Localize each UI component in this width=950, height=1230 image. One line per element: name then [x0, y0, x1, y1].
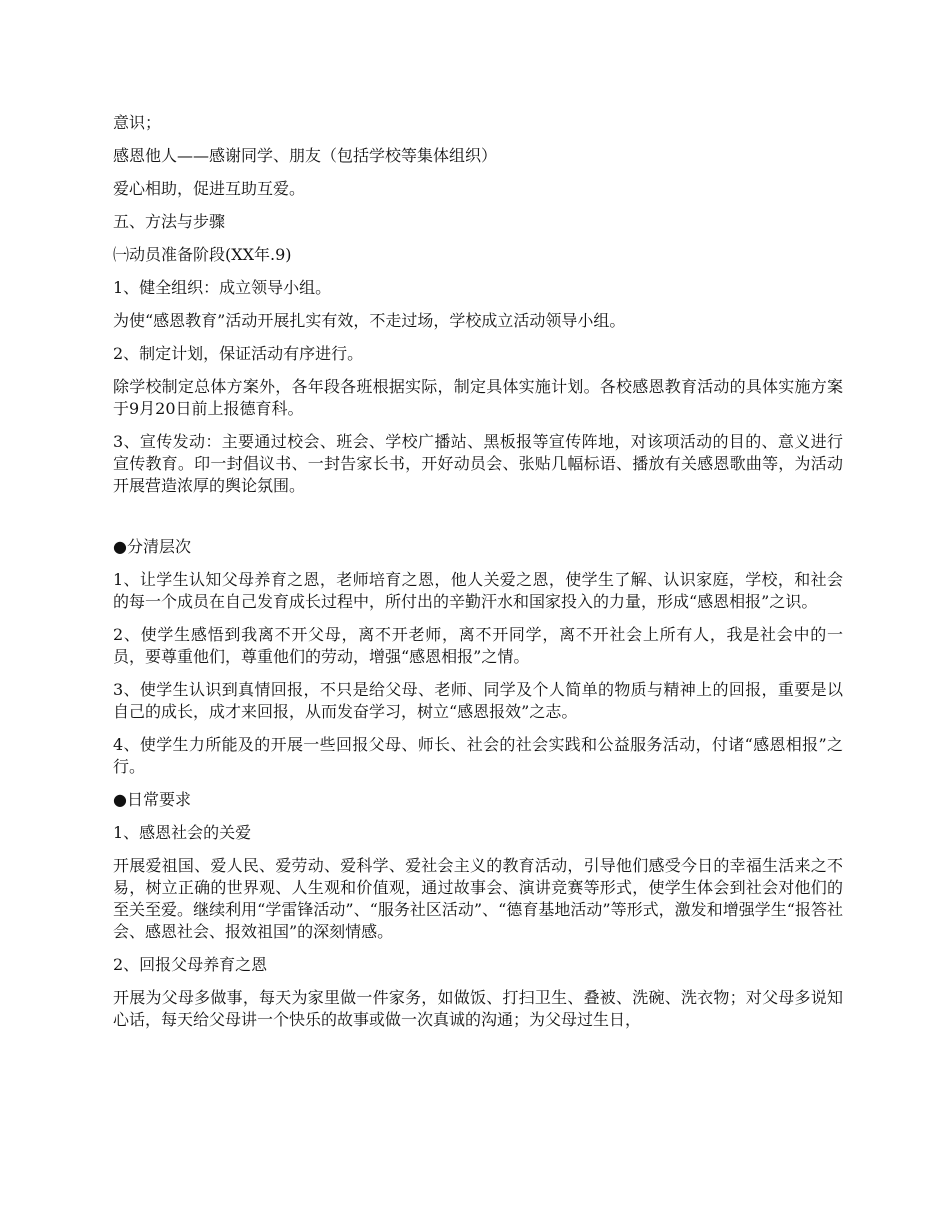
level-item-3: 3、使学生认识到真情回报，不只是给父母、老师、同学及个人简单的物质与精神上的回报，重要是以自己的成长，成才来回报，从而发奋学习，树立“感恩报效”之志。 — [113, 680, 843, 721]
paragraph-society-activities: 开展爱祖国、爱人民、爱劳动、爱科学、爱社会主义的教育活动，引导他们感受今日的幸福生活来之不易，树立正确的世界观、人生观和价值观，通过故事会、演讲竞赛等形式，使学生体会到社会对他们的至关至爱。继续利用“学雷锋活动”、“服务社区活动”、“德育基地活动”等形式，激发和增强学生“报答社会、感恩社会、报效祖国”的深刻情感。 — [113, 856, 843, 941]
stage-heading-preparation: ㈠动员准备阶段(XX年.9) — [113, 245, 292, 264]
section-heading-methods: 五、方法与步骤 — [113, 212, 226, 231]
paragraph-thank-others: 感恩他人——感谢同学、朋友（包括学校等集体组织） — [113, 146, 498, 165]
paragraph-leadership-group: 为使“感恩教育”活动开展扎实有效，不走过场，学校成立活动领导小组。 — [113, 311, 626, 330]
bullet-heading-daily: ●日常要求 — [113, 790, 191, 809]
level-item-2: 2、使学生感悟到我离不开父母，离不开老师，离不开同学，离不开社会上所有人，我是社会中的一员，要尊重他们，尊重他们的劳动，增强“感恩相报”之情。 — [113, 625, 843, 666]
paragraph-plan-details: 除学校制定总体方案外，各年段各班根据实际，制定具体实施计划。各校感恩教育活动的具体实施方案于9月20日前上报德育科。 — [113, 377, 843, 418]
bullet-heading-levels: ●分清层次 — [113, 537, 191, 556]
level-item-4: 4、使学生力所能及的开展一些回报父母、师长、社会的社会实践和公益服务活动，付诸“感恩相报”之行。 — [113, 735, 843, 776]
step-1-organization: 1、健全组织：成立领导小组。 — [113, 278, 332, 297]
step-3-publicity: 3、宣传发动：主要通过校会、班会、学校广播站、黑板报等宣传阵地，对该项活动的目的、意义进行宣传教育。印一封倡议书、一封告家长书，开好动员会、张贴几幅标语、播放有关感恩歌曲等，为活动开展营造浓厚的舆论氛围。 — [113, 432, 843, 495]
step-2-plan: 2、制定计划，保证活动有序进行。 — [113, 344, 364, 363]
daily-heading-society: 1、感恩社会的关爱 — [113, 823, 252, 842]
level-item-1: 1、让学生认知父母养育之恩，老师培育之恩，他人关爱之恩，使学生了解、认识家庭，学校，和社会的每一个成员在自己发育成长过程中，所付出的辛勤汗水和国家投入的力量，形成“感恩相报”之识。 — [113, 570, 843, 611]
daily-heading-parents: 2、回报父母养育之恩 — [113, 955, 268, 974]
paragraph-awareness: 意识； — [113, 113, 162, 132]
blank-gap — [113, 508, 843, 536]
document-page — [113, 112, 843, 1042]
paragraph-parents-activities: 开展为父母多做事，每天为家里做一件家务，如做饭、打扫卫生、叠被、洗碗、洗衣物；对父母多说知心话，每天给父母讲一个快乐的故事或做一次真诚的沟通；为父母过生日， — [113, 988, 843, 1029]
paragraph-mutual-help: 爱心相助，促进互助互爱。 — [113, 179, 306, 198]
